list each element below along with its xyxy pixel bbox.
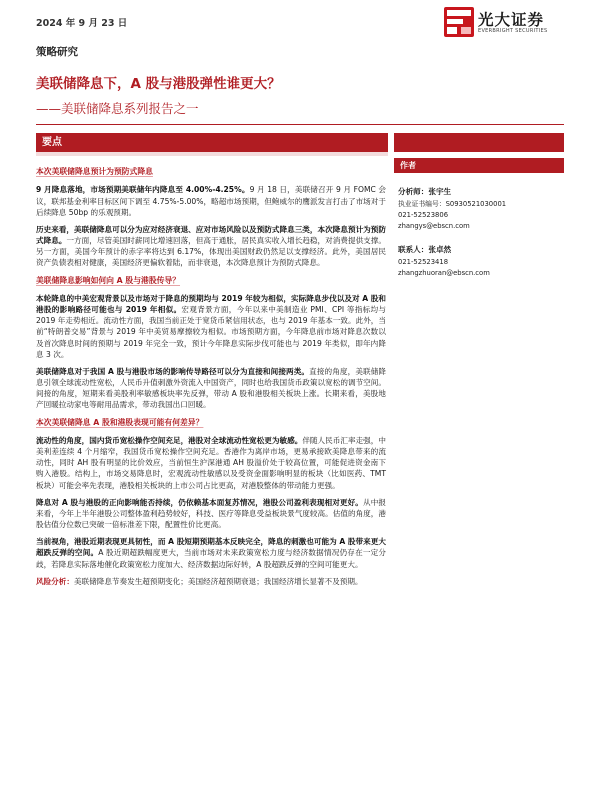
paragraph-lead: 降息对 A 股与港股的正向影响能否持续，仍依赖基本面复苏情况，港股公司盈利表现相对更好。 <box>36 497 363 507</box>
paragraph-lead: 流动性的角度，国内货币宽松操作空间充足，港股对全球流动性宽松更为敏感。 <box>36 436 303 446</box>
report-title: 美联储降息下，A 股与港股弹性谁更大？ <box>36 76 281 92</box>
author-email[interactable]: zhangys@ebscn.com <box>398 221 470 230</box>
brand-logo <box>444 7 562 39</box>
risk-paragraph <box>36 576 386 587</box>
report-subtitle: ——美联储降息系列报告之一 <box>36 101 199 116</box>
author-cert: 执业证书编号：S0930521030001 <box>398 199 507 208</box>
summary-section-bar: 要点 <box>36 133 388 152</box>
paragraph <box>36 366 386 411</box>
sidebar-top-bar <box>394 133 564 152</box>
paragraph-text: 直接的角度，美联储降息引领全球流动性宽松，人民币升值刺激外资流入中国资产，同时也给我国货币政策以宽松的调节空间。间接的角度，短期来看美股利率敏感板块率先反弹，带动 A 股和港股相关板块上涨。长期来看，美股地产回暖拉动家电等耐用品需求，带动我国出口回暖。 <box>36 366 387 410</box>
section-heading: 本次美联储降息 A 股和港股表现可能有何差异？ <box>36 417 204 427</box>
author-name: 联系人：张卓然 <box>398 245 452 254</box>
author-card <box>398 244 568 279</box>
everbright-logo-icon <box>444 7 474 37</box>
author-name: 分析师：张宇生 <box>398 187 452 196</box>
paragraph-lead: 历史来看，美联储降息可以分为应对经济衰退、应对市场风险以及预防式降息三类，本次降息预计为预防式降息。 <box>36 224 386 246</box>
report-date: 2024 年 9 月 23 日 <box>36 18 128 29</box>
paragraph-lead: 本轮降息的中美宏观背景以及市场对于降息的预期均与 2019 年较为相似，实际降息步伐以及对 A 股和港股的影响路径可能也与 2019 年相似。 <box>36 294 386 315</box>
author-phone: 021-52523806 <box>398 210 449 219</box>
author-email[interactable]: zhangzhuoran@ebscn.com <box>398 268 490 277</box>
brand-name: 光大证券 <box>478 11 545 29</box>
author-section-bar: 作者 <box>394 158 564 173</box>
report-category: 策略研究 <box>36 46 78 58</box>
title-divider <box>36 124 564 125</box>
brand-name-en: EVERBRIGHT SECURITIES <box>478 28 548 34</box>
paragraph <box>36 293 386 360</box>
author-card <box>398 186 568 232</box>
main-body <box>36 160 386 593</box>
author-phone: 021-52523418 <box>398 257 449 266</box>
paragraph-text: 9 月 18 日，美联储召开 9 月 FOMC 会议，联邦基金利率目标区间下调至 4.75%-5.00%，略超市场预期，但鲍威尔的鹰派发言打击了市场对于后续降息 50bp 的乐观预期。 <box>36 185 386 217</box>
section-heading: 美联储降息影响如何向 A 股与港股传导？ <box>36 275 181 285</box>
paragraph-text: 宏观背景方面，今年以来中美制造业 PMI、CPI 等指标均与 2019 年走势相近。流动性方面，我国当前正处于宽货币紧信用状态，也与 2019 年基本一致。此外，当前“特朗普交易”背景与 2019 年中美贸易摩擦较为相似。市场预期方面，今年降息前市场对降息次数以及首次降息时间的预期与 2019 年完全一致，预计今年降息实际步伐可能也与 2019 年类似，即年内降息 3 次。 <box>36 305 386 359</box>
risk-label: 风险分析： <box>36 576 74 586</box>
paragraph-text: 伴随人民币汇率走强，中美利差连续 4 个月缩窄，我国货币宽松操作空间充足。香港作为离岸市场，更易承接欧美降息带来的流动性，同时 AH 股有明显的比价效应，当前恒生沪深港通 AH 股溢价处于较高位置，可能促进资金南下购入港股。结构上，市场交易降息时，宏观流动性敏感以及受资金面影响明显的板块（比如医药、TMT 板块）可能会率先表现，港股相关板块的上市公司占比更高，对港股整体的带动能力更强。 <box>36 436 386 490</box>
paragraph-text: A 股近期超跌幅度更大，当前市场对未来政策宽松力度与经济数据情况仍存在一定分歧，若降息实际落地催化政策宽松力度加大、经济数据边际好转，A 股超跌反弹的空间可能更大。 <box>36 548 387 569</box>
paragraph <box>36 497 386 530</box>
paragraph-lead: 9 月降息落地，市场预期美联储年内降息至 4.00%-4.25%。 <box>36 185 250 195</box>
paragraph-text: 一方面，尽管美国时薪同比增速回落，但高于通胀，居民真实收入增长趋稳，对消费提供支撑。另一方面，美国今年预计的赤字率将达到 6.17%，体现出美国财政仍然足以支撑经济。此外，美国居民资产负债表相对健康，美国经济更偏软着陆，而非衰退，本次降息预计为预防式降息。 <box>36 236 386 268</box>
paragraph <box>36 184 386 217</box>
summary-bar-underline <box>36 152 388 156</box>
paragraph-text: 从中报来看，今年上半年港股公司整体盈利趋势较好，科技、医疗等降息受益板块景气度较高。估值的角度，港股估值分位数已突破一倍标准差下限，配置性价比更高。 <box>36 497 386 530</box>
risk-text: 美联储降息节奏发生超预期变化；美国经济超预期衰退；我国经济增长显著不及预期。 <box>73 576 363 586</box>
paragraph <box>36 435 386 491</box>
section-heading: 本次美联储降息预计为预防式降息 <box>36 167 153 176</box>
paragraph-lead: 美联储降息对于我国 A 股与港股市场的影响传导路径可以分为直接和间接两类。 <box>36 366 310 376</box>
paragraph-lead: 当前视角，港股近期表现更具韧性，而 A 股短期预期基本反映完全，降息的刺激也可能为 A 股带来更大超跌反弹的空间。 <box>36 537 386 558</box>
paragraph <box>36 224 386 269</box>
paragraph <box>36 536 386 569</box>
